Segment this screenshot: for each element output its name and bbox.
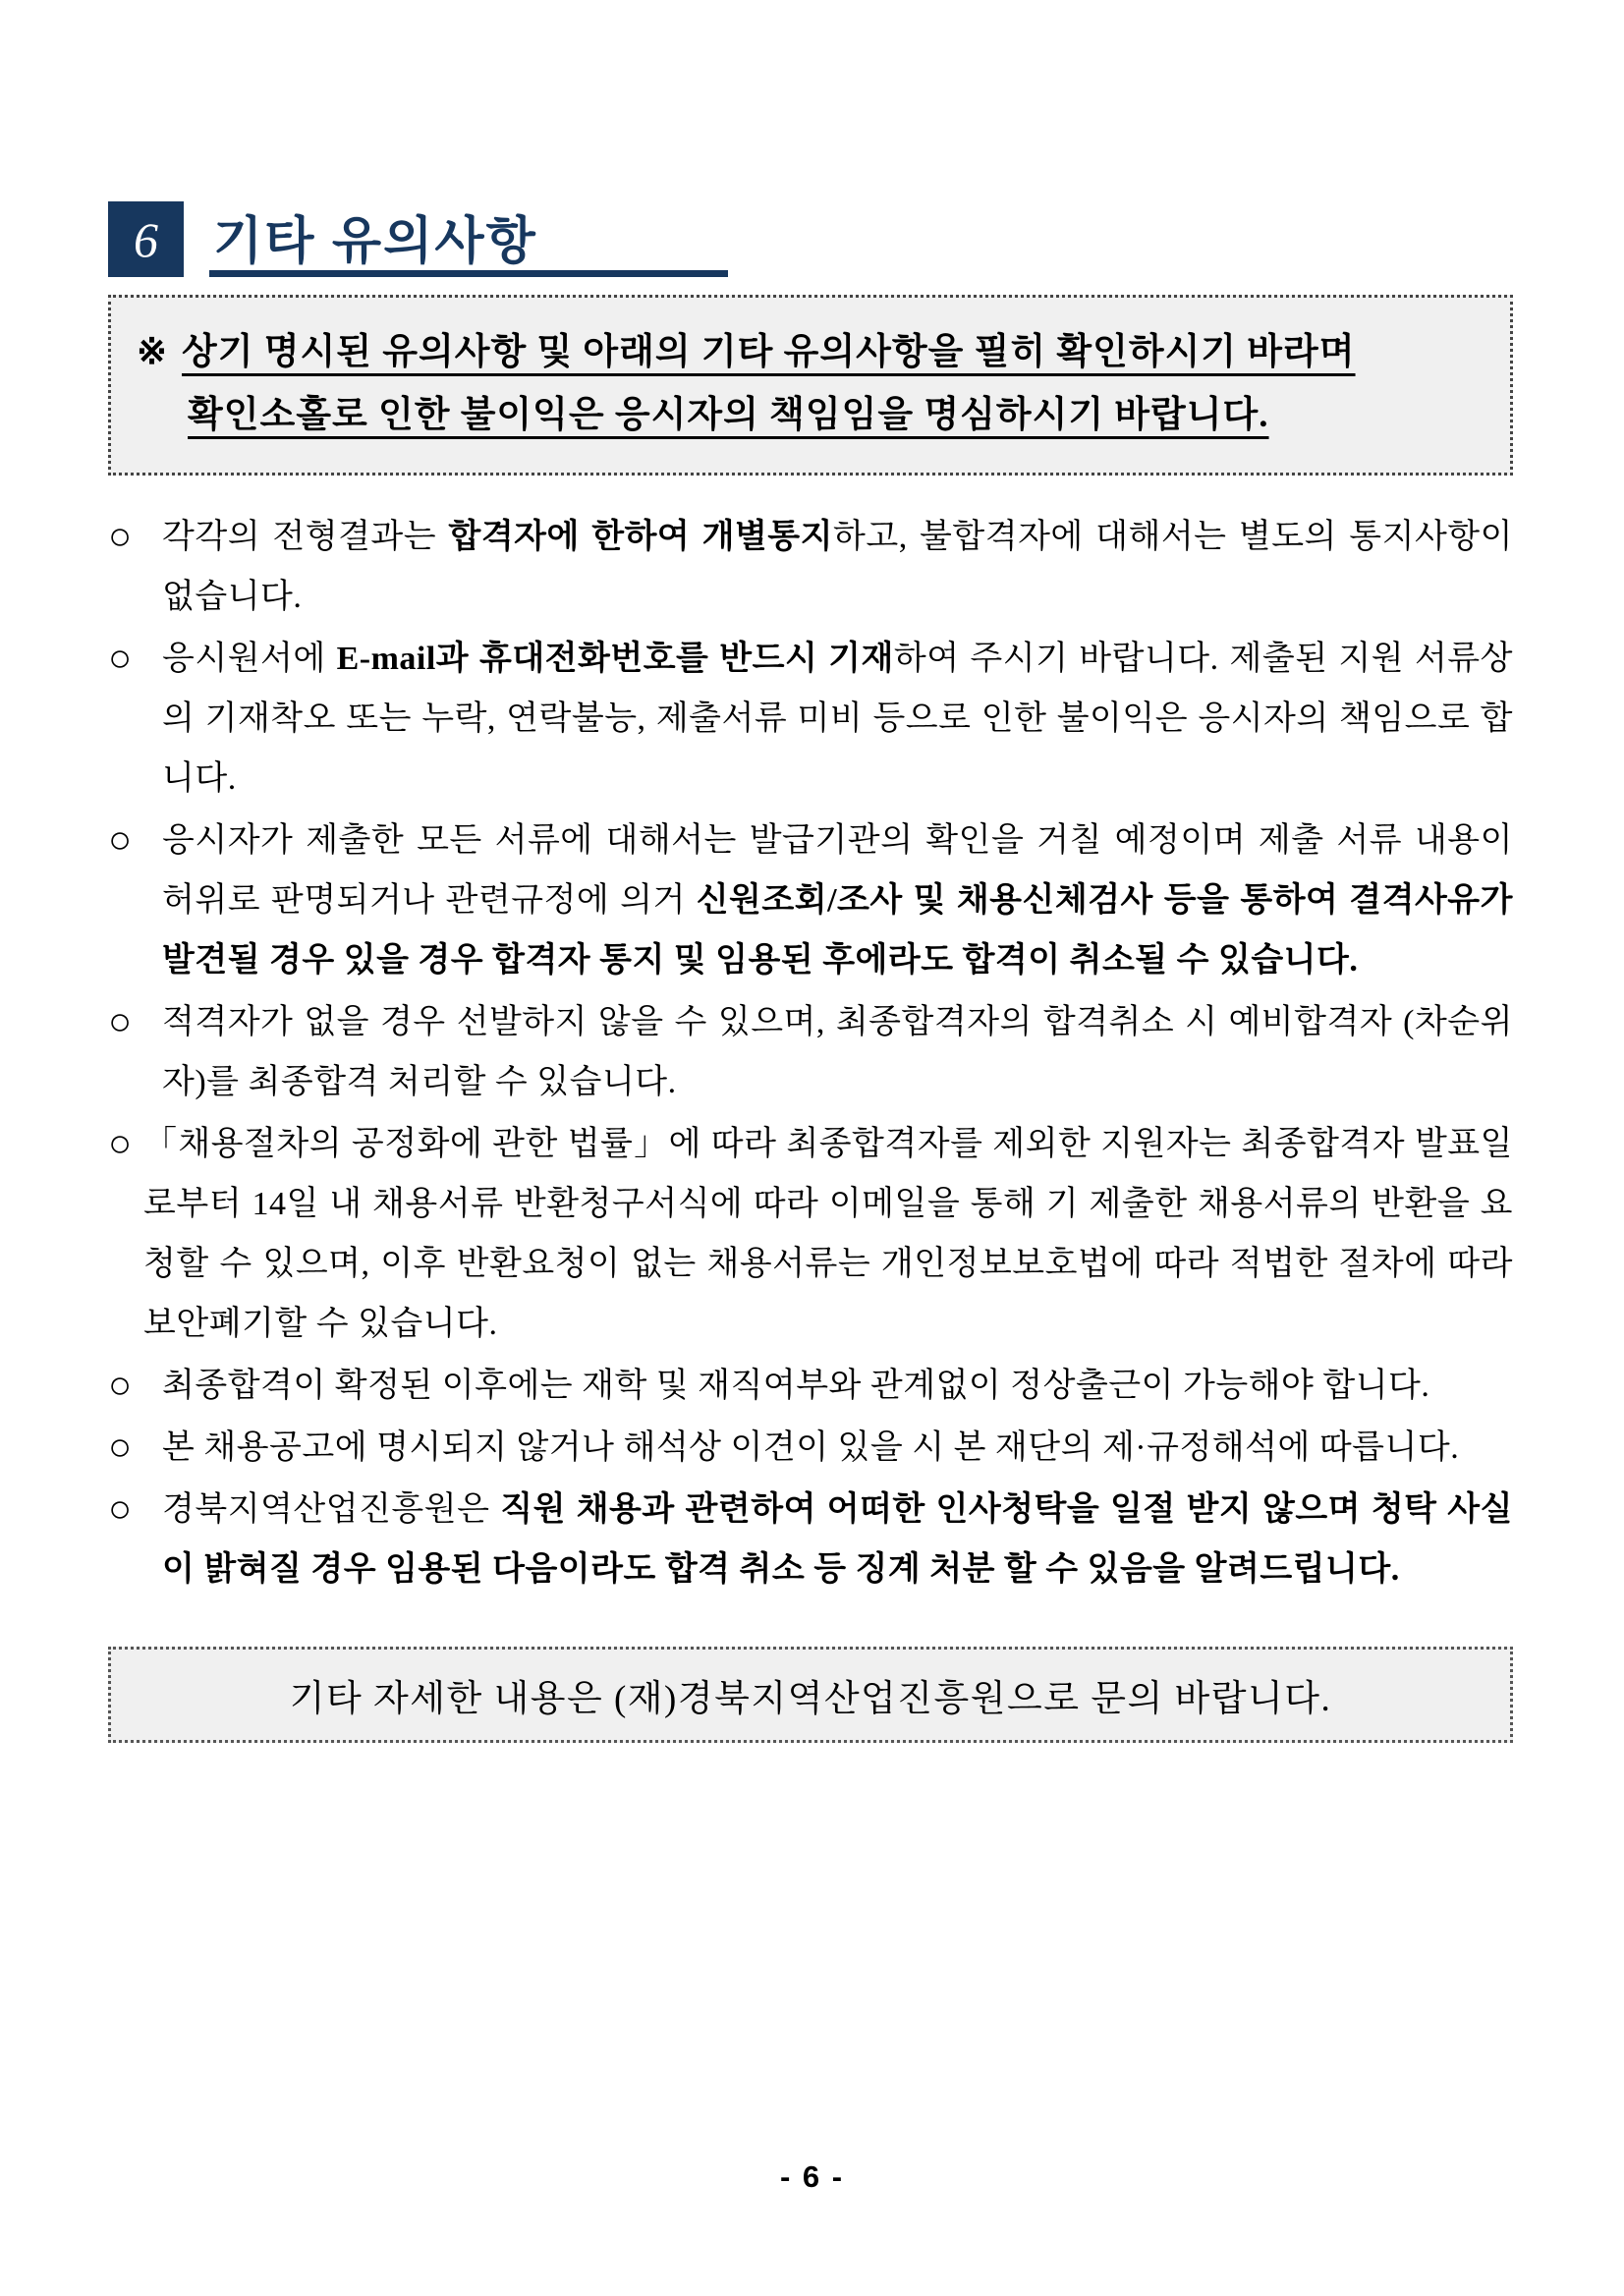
notice-text-line2: 확인소홀로 인한 불이익은 응시자의 책임임을 명심하시기 바랍니다. xyxy=(188,395,1269,435)
notice-text-line1: 상기 명시된 유의사항 및 아래의 기타 유의사항을 필히 확인하시기 바라며 xyxy=(182,332,1356,372)
bullet-text: 각각의 전형결과는 합격자에 한하여 개별통지하고, 불합격자에 대해서는 별도의 통지사항이 없습니다. xyxy=(162,519,1513,615)
page-number: - 6 - xyxy=(779,2159,845,2194)
section-header xyxy=(108,201,1513,277)
section-number-badge: 6 xyxy=(108,201,184,277)
bullet-item xyxy=(108,1418,1513,1478)
bullet-circle-icon: ○ xyxy=(108,1122,133,1165)
bullet-text: 응시자가 제출한 모든 서류에 대해서는 발급기관의 확인을 거칠 예정이며 제출 서류 내용이 허위로 판명되거나 관련규정에 의거 신원조회/조사 및 채용신체검사 등을 통하여 결격사유가 발견될 경우 있을 경우 합격자 통지 및 임용된 후에라도 합격이 취소될 수 있습니다. xyxy=(162,822,1513,979)
bullet-circle-icon: ○ xyxy=(108,1426,133,1469)
contact-text: 기타 자세한 내용은 (재)경북지역산업진흥원으로 문의 바랍니다. xyxy=(289,1679,1332,1719)
notice-line-1 xyxy=(137,321,1484,384)
page-title: 기타 유의사항 xyxy=(213,212,537,270)
reference-mark-icon: ※ xyxy=(137,332,169,372)
contact-box xyxy=(108,1647,1513,1743)
bullet-circle-icon: ○ xyxy=(108,1000,133,1043)
bullet-item xyxy=(108,1114,1513,1354)
bullet-text: 최종합격이 확정된 이후에는 재학 및 재직여부와 관계없이 정상출근이 가능해야 합니다. xyxy=(162,1368,1430,1404)
bullet-item xyxy=(108,629,1513,809)
section-title-underline xyxy=(209,201,728,277)
notice-line-2 xyxy=(188,384,1484,447)
bullet-text: 응시원서에 E-mail과 휴대전화번호를 반드시 기재하여 주시기 바랍니다. 제출된 지원 서류상의 기재착오 또는 누락, 연락불능, 제출서류 미비 등으로 인한 불이익은 응시자의 책임으로 합니다. xyxy=(162,641,1513,797)
bullet-text: 「채용절차의 공정화에 관한 법률」에 따라 최종합격자를 제외한 지원자는 최종합격자 발표일로부터 14일 내 채용서류 반환청구서식에 따라 이메일을 통해 기 제출한 채용서류의 반환을 요청할 수 있으며, 이후 반환요청이 없는 채용서류는 개인정보보호법에 따라 적법한 절차에 따라 보안폐기할 수 있습니다. xyxy=(143,1126,1513,1342)
bullet-text: 경북지역산업진흥원은 직원 채용과 관련하여 어떠한 인사청탁을 일절 받지 않으며 청탁 사실이 밝혀질 경우 임용된 다음이라도 합격 취소 등 징계 처분 할 수 있음을 알려드립니다. xyxy=(162,1491,1513,1588)
bullet-item xyxy=(108,1356,1513,1416)
bullet-list xyxy=(108,507,1513,1599)
bullet-item xyxy=(108,507,1513,627)
notice-box xyxy=(108,295,1513,476)
bullet-circle-icon: ○ xyxy=(108,1487,133,1531)
bullet-circle-icon: ○ xyxy=(108,637,133,680)
bullet-circle-icon: ○ xyxy=(108,1364,133,1407)
bullet-circle-icon: ○ xyxy=(108,818,133,862)
bullet-item xyxy=(108,992,1513,1112)
bullet-text: 본 채용공고에 명시되지 않거나 해석상 이견이 있을 시 본 재단의 제·규정해석에 따릅니다. xyxy=(162,1429,1460,1466)
bullet-item xyxy=(108,811,1513,990)
bullet-text: 적격자가 없을 경우 선발하지 않을 수 있으며, 최종합격자의 합격취소 시 예비합격자 (차순위자)를 최종합격 처리할 수 있습니다. xyxy=(162,1004,1513,1100)
bullet-circle-icon: ○ xyxy=(108,515,133,558)
bullet-item xyxy=(108,1480,1513,1599)
